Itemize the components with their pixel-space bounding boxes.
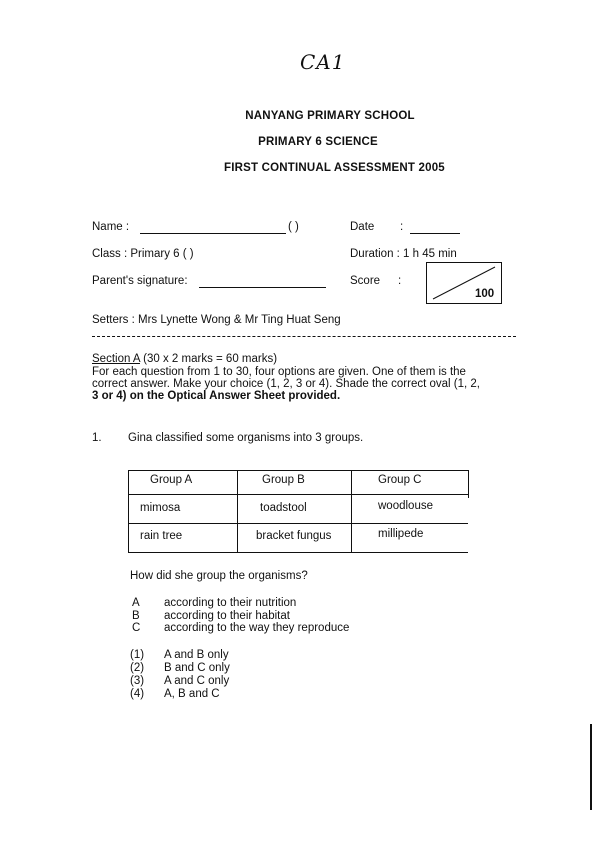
table-header-cell: Group B [262, 474, 305, 486]
name-label: Name : [92, 221, 130, 233]
duration-label: Duration : 1 h 45 min [350, 248, 457, 260]
table-header-cell: Group C [378, 474, 422, 486]
table-bottom-border [128, 552, 468, 553]
question-stem: Gina classified some organisms into 3 groups. [128, 432, 364, 444]
separator-line [92, 336, 516, 337]
section-title: Section A [92, 353, 140, 365]
score-colon: : [398, 275, 402, 287]
option-number: (3) [130, 675, 145, 687]
option-text: B and C only [164, 662, 230, 674]
date-colon: : [400, 221, 404, 233]
table-cell: mimosa [140, 502, 181, 514]
table-right-border [468, 470, 469, 498]
name-field-line[interactable] [140, 233, 286, 234]
score-total: 100 [475, 288, 495, 300]
section-instructions [92, 366, 518, 402]
option-number: (1) [130, 649, 145, 661]
score-box [426, 262, 502, 304]
table-cell: rain tree [140, 530, 183, 542]
instructions-line-2: correct answer. Make your choice (1, 2, 3 or 4). Shade the correct oval (1, 2, [92, 378, 480, 390]
question-prompt: How did she group the organisms? [130, 570, 308, 582]
table-cell: bracket fungus [256, 530, 332, 542]
option-number: (2) [130, 662, 145, 674]
table-row-divider [128, 523, 468, 524]
parent-signature-line[interactable] [199, 287, 326, 288]
statement-letter: C [132, 622, 141, 634]
date-field-line[interactable] [410, 233, 460, 234]
subject-title: PRIMARY 6 SCIENCE [258, 136, 378, 148]
date-label: Date [350, 221, 375, 233]
table-top-border [128, 470, 468, 471]
assessment-title: FIRST CONTINUAL ASSESSMENT 2005 [224, 162, 445, 174]
class-label: Class : Primary 6 ( ) [92, 248, 194, 260]
table-col-divider-2 [351, 470, 352, 552]
table-cell: woodlouse [378, 500, 433, 512]
name-index-paren: ( ) [288, 221, 299, 233]
section-marks: (30 x 2 marks = 60 marks) [143, 353, 278, 365]
option-text: A and C only [164, 675, 230, 687]
parent-signature-label: Parent's signature: [92, 275, 188, 287]
statement-letter: B [132, 610, 140, 622]
table-header-divider [128, 494, 468, 495]
table-cell: millipede [378, 528, 424, 540]
option-text: A, B and C [164, 688, 220, 700]
section-heading [92, 353, 277, 365]
statement-text: according to their nutrition [164, 597, 297, 609]
table-col-divider-1 [237, 470, 238, 552]
question-number: 1. [92, 432, 102, 444]
score-label: Score [350, 275, 381, 287]
school-name: NANYANG PRIMARY SCHOOL [245, 110, 415, 122]
option-number: (4) [130, 688, 145, 700]
instructions-line-3: 3 or 4) on the Optical Answer Sheet provided. [92, 390, 341, 402]
statement-text: according to their habitat [164, 610, 290, 622]
option-text: A and B only [164, 649, 229, 661]
table-left-border [128, 470, 129, 552]
table-header-cell: Group A [150, 474, 193, 486]
table-cell: toadstool [260, 502, 307, 514]
scan-edge-mark [590, 724, 592, 810]
handwritten-code: CA1 [300, 50, 346, 74]
statement-text: according to the way they reproduce [164, 622, 350, 634]
instructions-line-1: For each question from 1 to 30, four options are given. One of them is the [92, 366, 466, 378]
setters-line: Setters : Mrs Lynette Wong & Mr Ting Huat Seng [92, 314, 341, 326]
statement-letter: A [132, 597, 140, 609]
